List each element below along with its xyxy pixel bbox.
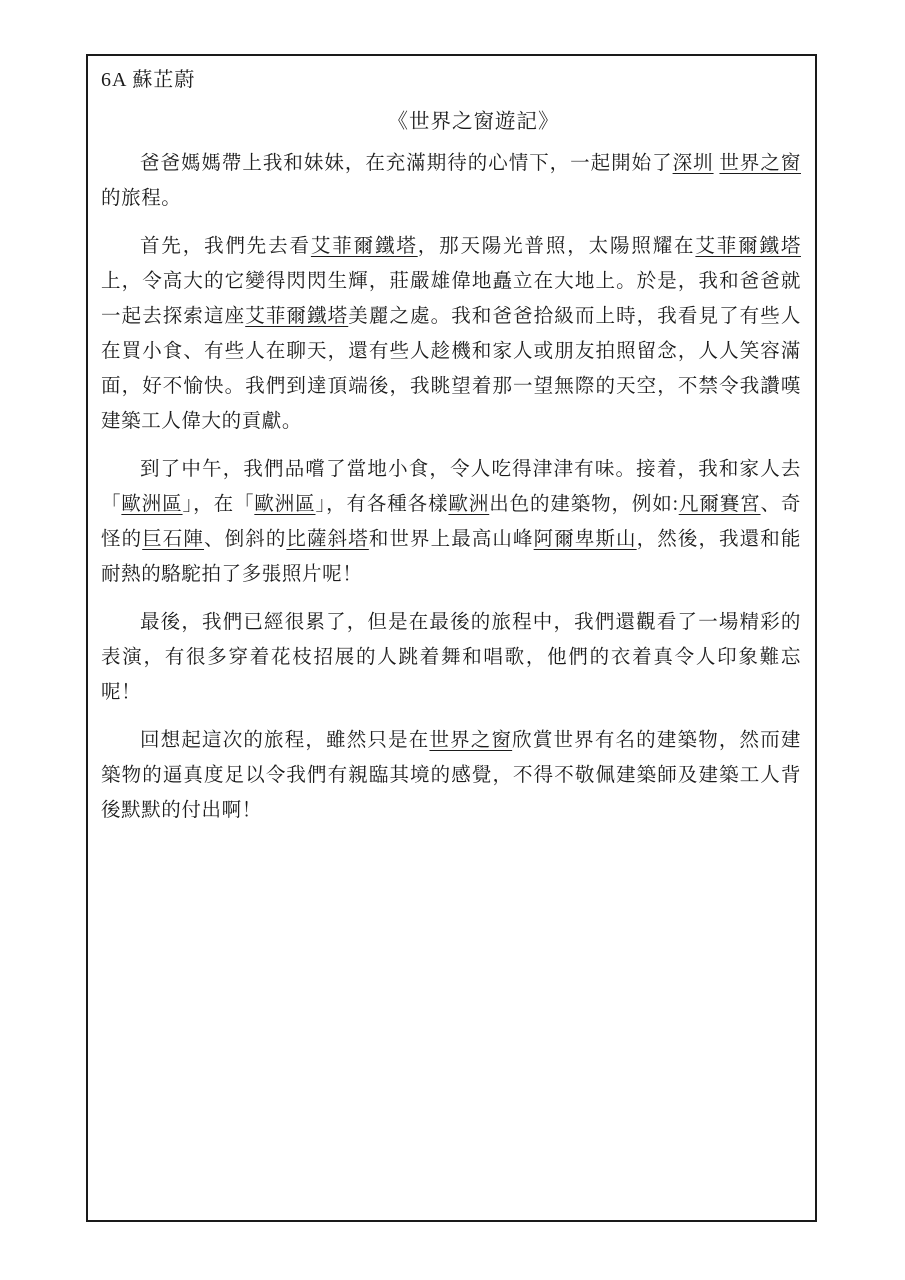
text-run: 出色的建築物，例如: (489, 494, 679, 515)
underlined-proper-noun: 艾菲爾鐵塔 (695, 236, 801, 257)
essay-body (101, 146, 801, 828)
text-run: 」，在「 (182, 494, 255, 515)
text-run: 回想起這次的旅程，雖然只是在 (140, 730, 430, 751)
underlined-proper-noun: 艾菲爾鐵塔 (245, 306, 349, 327)
underlined-proper-noun: 凡爾賽宮 (678, 494, 761, 515)
underlined-proper-noun: 世界之窗 (429, 730, 513, 751)
underlined-proper-noun: 巨石陣 (142, 529, 205, 550)
text-run: 欣賞世界有名的建築物，然而建築物的逼真度足以令我們有親臨其境的感覺，不得不敬佩建築師及建築工人背後默默的付出啊！ (101, 730, 801, 821)
text-run: 最後，我們已經很累了，但是在最後的旅程中，我們還觀看了一場精彩的表演，有很多穿着花枝招展的人跳着舞和唱歌，他們的衣着真令人印象難忘呢！ (101, 612, 801, 703)
document-frame (86, 54, 817, 1222)
text-run: 美麗之處。我和爸爸拾級而上時，我看見了有些人在買小食、有些人在聊天，還有些人趁機和家人或朋友拍照留念，人人笑容滿面，好不愉快。我們到達頂端後，我眺望着那一望無際的天空，不禁令我讚嘆建築工人偉大的貢獻。 (101, 306, 801, 432)
underlined-proper-noun: 艾菲爾鐵塔 (310, 236, 418, 257)
text-run: 和世界上最高山峰 (368, 529, 534, 550)
text-run: 的旅程。 (101, 188, 182, 209)
text-run: 首先，我們先去看 (140, 236, 311, 257)
underlined-proper-noun: 歐洲區 (121, 494, 183, 515)
underlined-proper-noun: 阿爾卑斯山 (533, 529, 637, 550)
text-run: 上，令高大的它變得閃閃生輝，莊嚴雄偉地矗立在大地上。於是，我和爸爸就一起去探索這座 (101, 271, 801, 327)
underlined-proper-noun: 歐洲區 (254, 494, 316, 515)
paragraph (101, 146, 801, 216)
student-name-label: 6A 蘇芷蔚 (101, 69, 196, 91)
text-run: ，然後，我還和能耐熱的駱駝拍了多張照片呢！ (101, 529, 801, 585)
paragraph (101, 452, 801, 592)
essay-title: 《世界之窗遊記》 (387, 111, 560, 133)
text-run: ，那天陽光普照，太陽照耀在 (417, 236, 696, 257)
text-run: 」，有各種各樣 (315, 494, 449, 515)
paragraph (101, 605, 801, 710)
text-run: 爸爸媽媽帶上我和妹妹，在充滿期待的心情下，一起開始了 (140, 153, 673, 174)
paragraph (101, 723, 801, 828)
underlined-proper-noun: 比薩斜塔 (286, 529, 369, 550)
underlined-proper-noun: 歐洲 (448, 494, 490, 515)
underlined-proper-noun: 深圳 (672, 153, 714, 174)
underlined-proper-noun: 世界之窗 (719, 153, 801, 174)
text-run: 到了中午，我們品嚐了當地小食，令人吃得津津有味。接着，我和家人去「 (101, 459, 801, 515)
text-run: 、奇怪的 (101, 494, 802, 550)
text-run: 、倒斜的 (204, 529, 287, 550)
paragraph (101, 229, 801, 439)
